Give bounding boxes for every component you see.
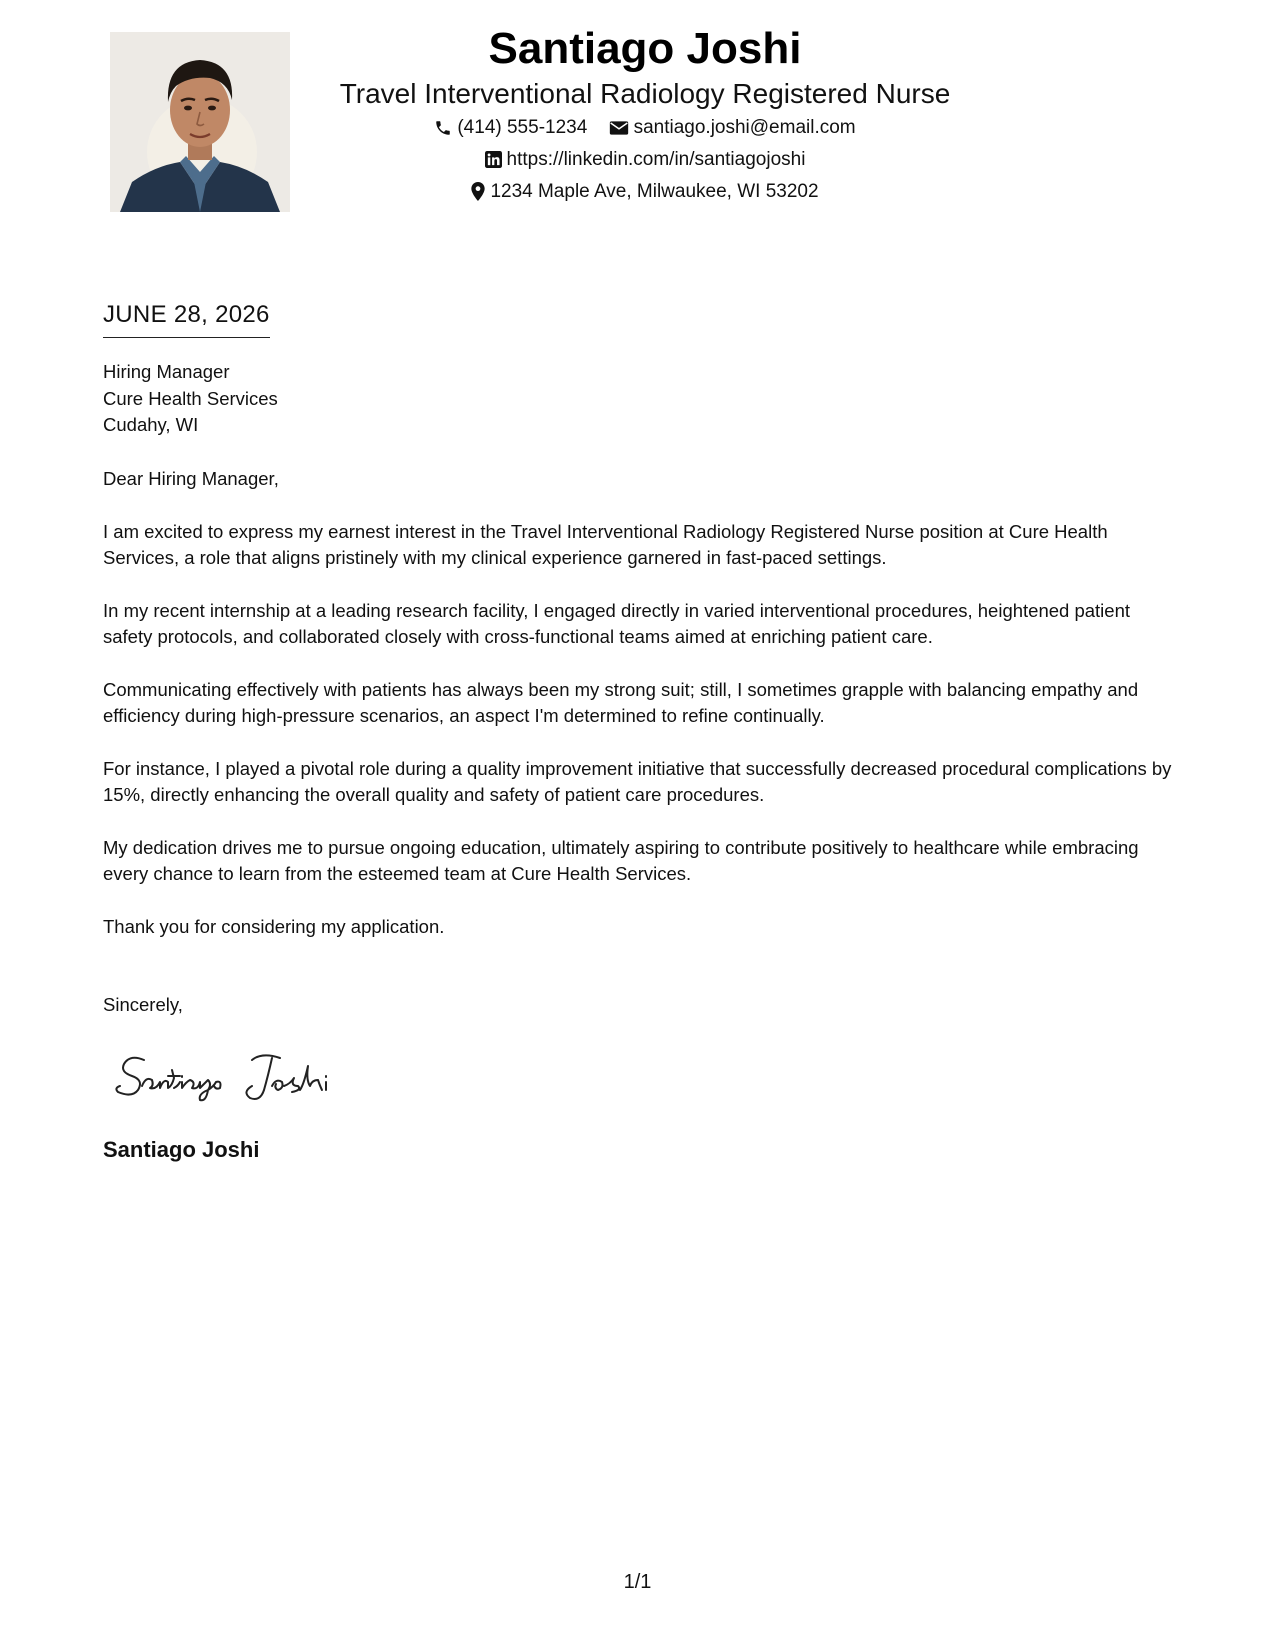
- email-contact: [609, 112, 856, 144]
- recipient-title: Hiring Manager: [103, 361, 230, 382]
- body-paragraph: My dedication drives me to pursue ongoing education, ultimately aspiring to contribute positively to healthcare while embracing every chance to learn from the esteemed team at Cure Health Services.: [103, 836, 1139, 884]
- linkedin-icon: [485, 144, 502, 176]
- body-paragraph: I am excited to express my earnest interest in the Travel Interventional Radiology Registered Nurse position at Cure Health Services, a role that aligns pristinely with my clinical experience garnered in fast-paced settings.: [103, 520, 1108, 568]
- thank-you-paragraph: Thank you for considering my application.: [103, 915, 445, 937]
- address-contact: [471, 176, 818, 208]
- recipient-company: Cure Health Services: [103, 387, 278, 409]
- body-paragraph: For instance, I played a pivotal role during a quality improvement initiative that successfully decreased procedural complications by 15%, directly enhancing the overall quality and safety of patient care procedures.: [103, 757, 1172, 805]
- contact-line-phone-email: [300, 112, 990, 144]
- applicant-name: Santiago Joshi: [488, 24, 802, 73]
- phone-number: (414) 555-1234: [457, 117, 588, 138]
- salutation: Dear Hiring Manager,: [103, 468, 279, 489]
- profile-photo: [110, 32, 290, 212]
- recipient-block: [103, 359, 278, 439]
- phone-icon: [434, 112, 452, 144]
- recipient-location: Cudahy, WI: [103, 414, 199, 435]
- letter-body: [103, 466, 1183, 966]
- linkedin-contact: [485, 144, 806, 176]
- signed-name: Santiago Joshi: [103, 1137, 260, 1162]
- email-address[interactable]: santiago.joshi@email.com: [633, 117, 856, 138]
- applicant-title: Travel Interventional Radiology Registered Nurse: [339, 78, 951, 109]
- contact-line-address: [300, 176, 990, 208]
- letter-header: [300, 24, 990, 208]
- letter-date: JUNE 28, 2026: [103, 299, 270, 338]
- map-marker-icon: [471, 176, 485, 208]
- envelope-icon: [609, 112, 629, 144]
- body-paragraph: In my recent internship at a leading research facility, I engaged directly in varied interventional procedures, heightened patient safety protocols, and collaborated closely with cross-functional teams aimed at enriching patient care.: [103, 599, 1131, 647]
- phone-contact: [434, 112, 587, 144]
- body-paragraph: Communicating effectively with patients has always been my strong suit; still, I sometimes grapple with balancing empathy and efficiency during high-pressure scenarios, an aspect I'm determined to refine continually.: [103, 678, 1139, 726]
- linkedin-url[interactable]: https://linkedin.com/in/santiagojoshi: [506, 149, 806, 170]
- postal-address: 1234 Maple Ave, Milwaukee, WI 53202: [490, 181, 819, 202]
- closing: Sincerely,: [103, 994, 183, 1015]
- page-number: 1/1: [623, 1571, 652, 1593]
- contact-line-linkedin: [300, 144, 990, 176]
- handwritten-signature: [112, 1046, 372, 1106]
